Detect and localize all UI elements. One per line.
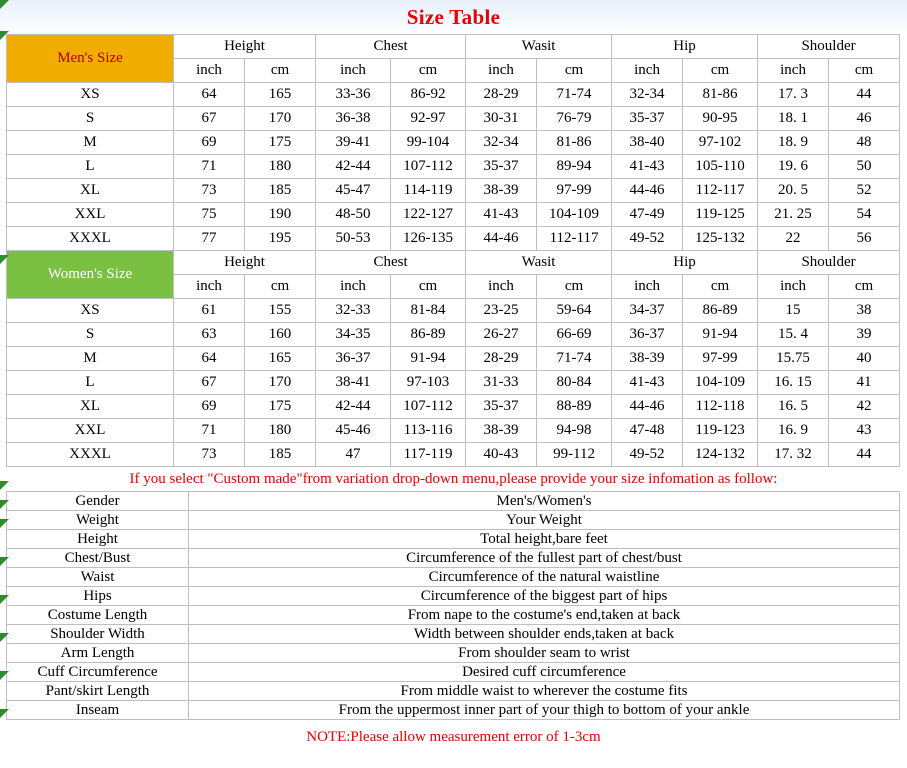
cell: 107-112: [391, 155, 466, 179]
cell: 44: [829, 83, 900, 107]
size-label: XS: [7, 83, 174, 107]
table-row: [7, 347, 900, 371]
measure-desc: From nape to the costume's end,taken at back: [189, 606, 900, 625]
measure-key: Arm Length: [7, 644, 189, 663]
measure-desc: Width between shoulder ends,taken at back: [189, 625, 900, 644]
unit-cell: cm: [829, 59, 900, 83]
cell: 48: [829, 131, 900, 155]
cell: 20. 5: [758, 179, 829, 203]
unit-cell: inch: [316, 59, 391, 83]
cell: 28-29: [466, 83, 537, 107]
cell: 38-40: [612, 131, 683, 155]
cell: 19. 6: [758, 155, 829, 179]
measure-desc: From the uppermost inner part of your thigh to bottom of your ankle: [189, 701, 900, 720]
unit-cell: cm: [391, 275, 466, 299]
cell: 16. 9: [758, 419, 829, 443]
list-item: [7, 530, 900, 549]
table-row: [7, 419, 900, 443]
cell: 66-69: [537, 323, 612, 347]
cell: 175: [245, 131, 316, 155]
cell: 26-27: [466, 323, 537, 347]
table-row: [7, 299, 900, 323]
cell: 86-89: [391, 323, 466, 347]
cell: 41: [829, 371, 900, 395]
cell: 97-99: [537, 179, 612, 203]
cell: 44-46: [612, 179, 683, 203]
cell: 35-37: [466, 155, 537, 179]
cell: 114-119: [391, 179, 466, 203]
cell: 69: [174, 131, 245, 155]
list-item: [7, 511, 900, 530]
measure-desc: Desired cuff circumference: [189, 663, 900, 682]
measure-desc: From shoulder seam to wrist: [189, 644, 900, 663]
list-item: [7, 549, 900, 568]
unit-cell: cm: [245, 59, 316, 83]
cell: 76-79: [537, 107, 612, 131]
men-header-row: [7, 35, 900, 59]
cell: 97-102: [683, 131, 758, 155]
size-label: L: [7, 155, 174, 179]
cell: 38: [829, 299, 900, 323]
unit-cell: inch: [758, 275, 829, 299]
table-row: [7, 443, 900, 467]
unit-cell: inch: [612, 59, 683, 83]
cell: 104-109: [683, 371, 758, 395]
cell: 41-43: [612, 371, 683, 395]
cell: 155: [245, 299, 316, 323]
unit-cell: inch: [758, 59, 829, 83]
cell: 170: [245, 107, 316, 131]
cell: 122-127: [391, 203, 466, 227]
table-row: [7, 227, 900, 251]
list-item: [7, 606, 900, 625]
cell: 43: [829, 419, 900, 443]
cell: 35-37: [466, 395, 537, 419]
cell: 46: [829, 107, 900, 131]
measure-key: Gender: [7, 492, 189, 511]
size-chart-table: [6, 34, 900, 467]
measure-key: Height: [7, 530, 189, 549]
table-row: [7, 131, 900, 155]
cell: 180: [245, 419, 316, 443]
cell: 165: [245, 83, 316, 107]
unit-cell: cm: [537, 59, 612, 83]
cell: 119-125: [683, 203, 758, 227]
header-shoulder-men: Shoulder: [758, 35, 900, 59]
cell: 23-25: [466, 299, 537, 323]
cell: 39-41: [316, 131, 391, 155]
cell: 97-103: [391, 371, 466, 395]
cell: 38-39: [466, 419, 537, 443]
header-height-men: Height: [174, 35, 316, 59]
cell: 170: [245, 371, 316, 395]
cell: 86-89: [683, 299, 758, 323]
table-row: [7, 395, 900, 419]
cell: 31-33: [466, 371, 537, 395]
cell: 180: [245, 155, 316, 179]
cell: 47: [316, 443, 391, 467]
cell: 119-123: [683, 419, 758, 443]
cell: 99-112: [537, 443, 612, 467]
list-item: [7, 682, 900, 701]
cell: 42-44: [316, 155, 391, 179]
cell: 52: [829, 179, 900, 203]
cell: 175: [245, 395, 316, 419]
cell: 113-116: [391, 419, 466, 443]
unit-cell: inch: [174, 59, 245, 83]
cell: 40-43: [466, 443, 537, 467]
cell: 39: [829, 323, 900, 347]
men-size-label: Men's Size: [7, 35, 174, 83]
size-label: S: [7, 323, 174, 347]
cell: 64: [174, 83, 245, 107]
unit-cell: inch: [174, 275, 245, 299]
page-title: Size Table: [406, 5, 501, 29]
cell: 32-33: [316, 299, 391, 323]
cell: 36-38: [316, 107, 391, 131]
cell: 44-46: [466, 227, 537, 251]
cell: 30-31: [466, 107, 537, 131]
table-row: [7, 179, 900, 203]
size-label: XS: [7, 299, 174, 323]
header-height-women: Height: [174, 251, 316, 275]
cell: 88-89: [537, 395, 612, 419]
size-label: XXXL: [7, 227, 174, 251]
cell: 42: [829, 395, 900, 419]
table-row: [7, 107, 900, 131]
table-row: [7, 83, 900, 107]
custom-measurements-table: [6, 491, 900, 720]
list-item: [7, 663, 900, 682]
cell: 90-95: [683, 107, 758, 131]
unit-cell: cm: [537, 275, 612, 299]
cell: 17. 3: [758, 83, 829, 107]
size-label: L: [7, 371, 174, 395]
cell: 18. 9: [758, 131, 829, 155]
cell: 35-37: [612, 107, 683, 131]
cell: 91-94: [683, 323, 758, 347]
list-item: [7, 492, 900, 511]
cell: 75: [174, 203, 245, 227]
measure-desc: From middle waist to wherever the costume fits: [189, 682, 900, 701]
cell: 81-86: [537, 131, 612, 155]
cell: 34-35: [316, 323, 391, 347]
table-row: [7, 323, 900, 347]
size-label: XXL: [7, 419, 174, 443]
cell: 28-29: [466, 347, 537, 371]
measure-key: Costume Length: [7, 606, 189, 625]
cell: 89-94: [537, 155, 612, 179]
cell: 15.75: [758, 347, 829, 371]
measure-key: Pant/skirt Length: [7, 682, 189, 701]
cell: 40: [829, 347, 900, 371]
cell: 56: [829, 227, 900, 251]
cell: 44-46: [612, 395, 683, 419]
cell: 17. 32: [758, 443, 829, 467]
cell: 32-34: [466, 131, 537, 155]
cell: 81-86: [683, 83, 758, 107]
header-hip-women: Hip: [612, 251, 758, 275]
cell: 15: [758, 299, 829, 323]
unit-cell: inch: [466, 275, 537, 299]
table-row: [7, 203, 900, 227]
cell: 81-84: [391, 299, 466, 323]
cell: 18. 1: [758, 107, 829, 131]
header-waist-women: Wasit: [466, 251, 612, 275]
cell: 41-43: [466, 203, 537, 227]
cell: 67: [174, 371, 245, 395]
header-waist-men: Wasit: [466, 35, 612, 59]
cell: 112-117: [683, 179, 758, 203]
cell: 86-92: [391, 83, 466, 107]
unit-cell: inch: [612, 275, 683, 299]
size-label: XXL: [7, 203, 174, 227]
cell: 16. 5: [758, 395, 829, 419]
cell: 50-53: [316, 227, 391, 251]
size-label: XL: [7, 179, 174, 203]
measure-desc: Total height,bare feet: [189, 530, 900, 549]
list-item: [7, 644, 900, 663]
cell: 44: [829, 443, 900, 467]
cell: 125-132: [683, 227, 758, 251]
cell: 67: [174, 107, 245, 131]
cell: 34-37: [612, 299, 683, 323]
cell: 45-46: [316, 419, 391, 443]
header-chest-men: Chest: [316, 35, 466, 59]
cell: 41-43: [612, 155, 683, 179]
cell: 36-37: [612, 323, 683, 347]
custom-made-note: If you select "Custom made"from variation drop-down menu,please provide your size infomation as follow:: [129, 471, 778, 487]
cell: 63: [174, 323, 245, 347]
size-label: M: [7, 347, 174, 371]
list-item: [7, 568, 900, 587]
women-header-row: [7, 251, 900, 275]
cell: 49-52: [612, 227, 683, 251]
cell: 105-110: [683, 155, 758, 179]
cell: 160: [245, 323, 316, 347]
women-size-label: Women's Size: [7, 251, 174, 299]
unit-cell: cm: [391, 59, 466, 83]
cell: 38-39: [612, 347, 683, 371]
list-item: [7, 701, 900, 720]
header-hip-men: Hip: [612, 35, 758, 59]
measure-key: Cuff Circumference: [7, 663, 189, 682]
cell: 69: [174, 395, 245, 419]
measure-desc: Circumference of the biggest part of hips: [189, 587, 900, 606]
unit-cell: inch: [316, 275, 391, 299]
cell: 59-64: [537, 299, 612, 323]
cell: 126-135: [391, 227, 466, 251]
cell: 71: [174, 155, 245, 179]
cell: 38-41: [316, 371, 391, 395]
cell: 71: [174, 419, 245, 443]
cell: 107-112: [391, 395, 466, 419]
cell: 185: [245, 443, 316, 467]
unit-cell: inch: [466, 59, 537, 83]
cell: 77: [174, 227, 245, 251]
measure-key: Inseam: [7, 701, 189, 720]
cell: 50: [829, 155, 900, 179]
measure-key: Chest/Bust: [7, 549, 189, 568]
cell: 47-48: [612, 419, 683, 443]
cell: 99-104: [391, 131, 466, 155]
cell: 94-98: [537, 419, 612, 443]
cell: 15. 4: [758, 323, 829, 347]
cell: 71-74: [537, 83, 612, 107]
table-row: [7, 155, 900, 179]
cell: 73: [174, 443, 245, 467]
cell: 49-52: [612, 443, 683, 467]
measure-key: Weight: [7, 511, 189, 530]
cell: 104-109: [537, 203, 612, 227]
measurement-error-note: NOTE:Please allow measurement error of 1-3cm: [306, 729, 601, 745]
cell: 22: [758, 227, 829, 251]
list-item: [7, 587, 900, 606]
cell: 42-44: [316, 395, 391, 419]
size-label: S: [7, 107, 174, 131]
cell: 16. 15: [758, 371, 829, 395]
cell: 48-50: [316, 203, 391, 227]
cell: 64: [174, 347, 245, 371]
cell: 190: [245, 203, 316, 227]
cell: 124-132: [683, 443, 758, 467]
unit-cell: cm: [683, 275, 758, 299]
header-chest-women: Chest: [316, 251, 466, 275]
unit-cell: cm: [683, 59, 758, 83]
cell: 61: [174, 299, 245, 323]
cell: 112-118: [683, 395, 758, 419]
cell: 71-74: [537, 347, 612, 371]
list-item: [7, 625, 900, 644]
cell: 45-47: [316, 179, 391, 203]
cell: 112-117: [537, 227, 612, 251]
measure-desc: Your Weight: [189, 511, 900, 530]
cell: 54: [829, 203, 900, 227]
cell: 38-39: [466, 179, 537, 203]
size-label: XXXL: [7, 443, 174, 467]
measure-desc: Men's/Women's: [189, 492, 900, 511]
cell: 117-119: [391, 443, 466, 467]
size-label: M: [7, 131, 174, 155]
cell: 21. 25: [758, 203, 829, 227]
cell: 36-37: [316, 347, 391, 371]
cell: 91-94: [391, 347, 466, 371]
header-shoulder-women: Shoulder: [758, 251, 900, 275]
measure-desc: Circumference of the natural waistline: [189, 568, 900, 587]
cell: 47-49: [612, 203, 683, 227]
measure-desc: Circumference of the fullest part of chest/bust: [189, 549, 900, 568]
measure-key: Waist: [7, 568, 189, 587]
measure-key: Shoulder Width: [7, 625, 189, 644]
cell: 185: [245, 179, 316, 203]
unit-cell: cm: [245, 275, 316, 299]
cell: 33-36: [316, 83, 391, 107]
unit-cell: cm: [829, 275, 900, 299]
measure-key: Hips: [7, 587, 189, 606]
size-label: XL: [7, 395, 174, 419]
cell: 73: [174, 179, 245, 203]
cell: 97-99: [683, 347, 758, 371]
cell: 195: [245, 227, 316, 251]
cell: 92-97: [391, 107, 466, 131]
cell: 165: [245, 347, 316, 371]
cell: 32-34: [612, 83, 683, 107]
table-row: [7, 371, 900, 395]
cell: 80-84: [537, 371, 612, 395]
